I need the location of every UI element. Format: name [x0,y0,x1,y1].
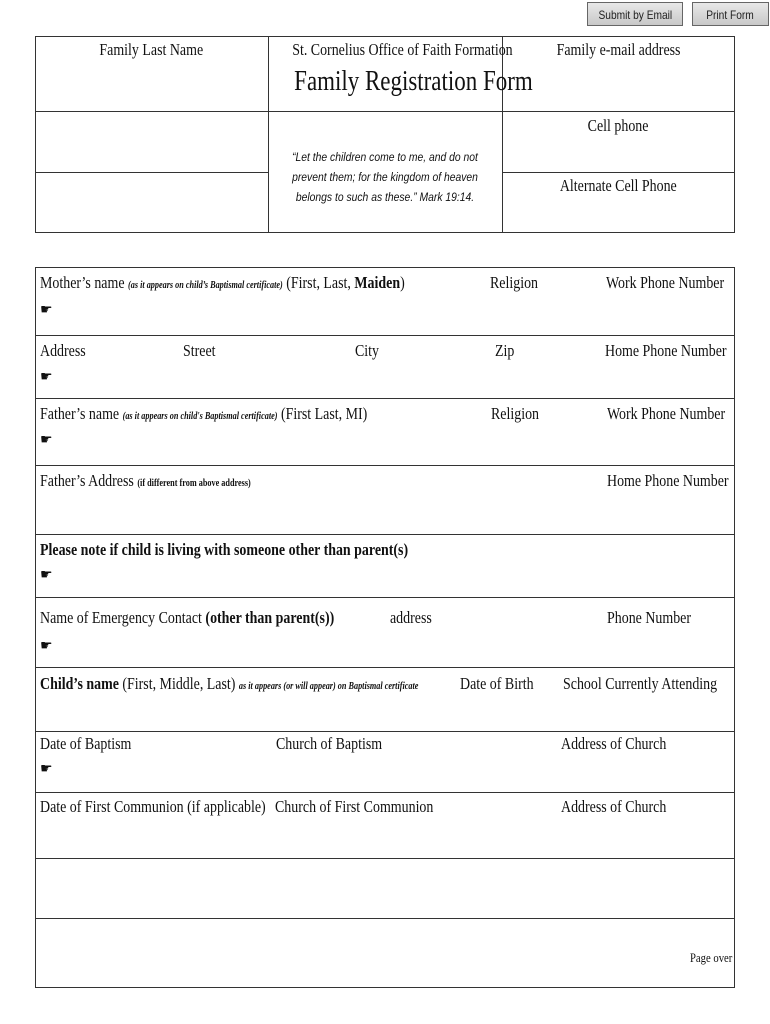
father-address-note: (if different from above address) [137,478,251,489]
child-name-format: (First, Middle, Last) [118,674,239,693]
office-name: St. Cornelius Office of Faith Formation [292,40,513,59]
baptism-church-address-label: Address of Church [561,734,667,753]
emergency-contact-label: Name of Emergency Contact [40,608,206,627]
communion-church-address-label: Address of Church [561,797,667,816]
street-label: Street [183,341,216,360]
submit-by-email-button[interactable] [587,2,683,26]
father-religion-label: Religion [491,404,540,423]
mother-name-note: (as it appears on child’s Baptismal certificate) [128,280,283,291]
cell-phone-label: Cell phone [588,116,649,135]
father-home-phone-label: Home Phone Number [607,471,729,490]
father-address-label: Father’s Address [40,471,138,490]
mother-work-phone-label: Work Phone Number [606,273,725,292]
father-name-note: (as it appears on child's Baptismal certificate) [122,411,278,422]
scripture-quote: “Let the children come to me, and do not prevent them; for the kingdom of heaven belongs to such as these.” Mark 19:14. [292,152,478,204]
child-name-note: as it appears (or will appear) on Baptismal certificate [238,681,419,692]
alternate-cell-label: Alternate Cell Phone [560,176,677,195]
school-label: School Currently Attending [563,674,718,693]
date-of-baptism-label: Date of Baptism [40,734,132,753]
mother-name-format: (First, Last, [282,273,355,292]
form-title: Family Registration Form [294,66,533,97]
date-of-birth-label: Date of Birth [460,674,534,693]
date-of-communion-label: Date of First Communion (if applicable) [40,797,266,816]
mother-maiden-label: Maiden [354,273,401,292]
family-last-name-label: Family Last Name [99,40,204,59]
pointing-hand-icon: ☛ [40,433,53,448]
father-name-format: (First Last, MI) [277,404,368,423]
mother-religion-label: Religion [490,273,539,292]
father-work-phone-label: Work Phone Number [607,404,726,423]
address-label: Address [40,341,86,360]
pointing-hand-icon: ☛ [40,303,53,318]
emergency-contact-bold: (other than parent(s)) [205,608,335,627]
church-of-baptism-label: Church of Baptism [276,734,383,753]
submit-button-label: Submit by Email [598,8,672,22]
child-name-label: Child’s name [40,674,119,693]
print-form-button[interactable] [692,2,769,26]
mother-format-close: ) [400,273,405,292]
page-over-label: Page over [690,950,733,965]
city-label: City [355,341,380,360]
email-label: Family e-mail address [556,40,681,59]
emergency-phone-label: Phone Number [607,608,692,627]
pointing-hand-icon: ☛ [40,639,53,654]
pointing-hand-icon: ☛ [40,568,53,583]
pointing-hand-icon: ☛ [40,370,53,385]
print-button-label: Print Form [706,8,755,22]
living-with-label: Please note if child is living with someone other than parent(s) [40,540,409,559]
pointing-hand-icon: ☛ [40,762,53,777]
father-name-label: Father’s name [40,404,123,423]
emergency-address-label: address [390,608,432,627]
home-phone-label: Home Phone Number [605,341,727,360]
mother-name-label: Mother’s name [40,273,129,292]
zip-label: Zip [495,341,515,360]
church-of-communion-label: Church of First Communion [275,797,434,816]
